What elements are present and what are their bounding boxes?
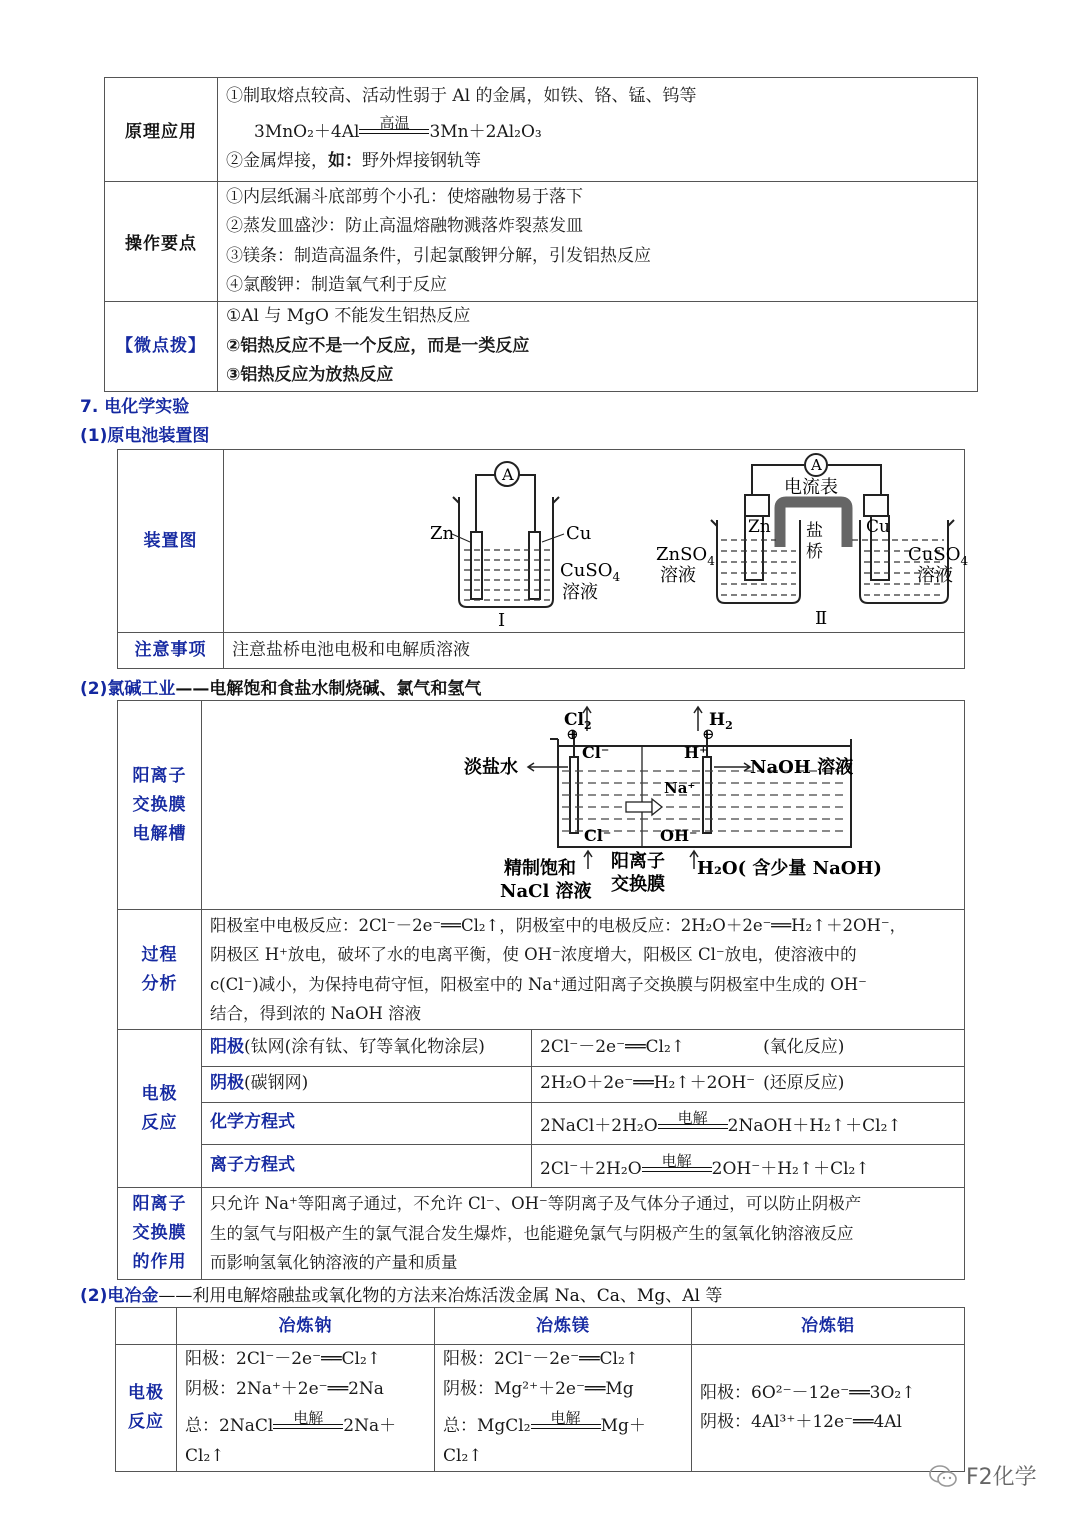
h2-label: $H_2$ (709, 710, 733, 732)
figure-number-2: Ⅱ (815, 608, 828, 629)
feed-label-1: 精制饱和 (504, 858, 576, 879)
mg-total: 总：MgCl₂ 电解 Mg＋Cl₂↑ (443, 1408, 646, 1466)
row-label-device: 装置图 (118, 450, 224, 633)
watermark-text: F2化学 (966, 1465, 1037, 1490)
watermark (928, 1460, 1037, 1491)
ion-equation: 2Cl⁻＋2H₂O 电解 2OH⁻＋H₂↑＋Cl₂↑ (532, 1144, 965, 1187)
h-ion-top: H⁺ (684, 743, 708, 762)
cu-label-2: Cu (866, 517, 890, 537)
cathode-equation: 2H₂O＋2e⁻══H₂↑＋2OH⁻ (还原反应) (532, 1066, 965, 1102)
tip-cell (218, 302, 978, 392)
ion-eq-label: 离子方程式 (202, 1144, 532, 1187)
electrolyzer-diagram (202, 701, 964, 909)
principle-line-1: ①制取熔点较高、活动性弱于 Al 的金属，如铁、铬、锰、钨等 (226, 86, 697, 107)
header-aluminum: 冶炼铝 (692, 1308, 965, 1345)
notice-text: 注意盐桥电池电极和电解质溶液 (224, 633, 965, 669)
section-heading-galvanic: (1)原电池装置图 (80, 426, 210, 446)
row-label-operation: 操作要点 (105, 182, 218, 302)
feed-label-2: NaCl 溶液 (500, 881, 592, 902)
row-label-process: 过程 分析 (118, 910, 202, 1030)
process-line: 阴极区 H⁺放电，破坏了水的电离平衡，使 OH⁻浓度增大，阳极区 Cl⁻放电，使溶液中的 (210, 945, 857, 964)
znso4-label: ZnSO$_4$ (656, 544, 715, 568)
electrolyzer-figure-cell (202, 701, 965, 910)
cu-label-1: Cu (566, 523, 592, 544)
aluminothermic-table (104, 77, 978, 392)
process-line: 阳极室中电极反应：2Cl⁻－2e⁻══Cl₂↑，阴极室中的电极反应：2H₂O＋2e⁻══H₂↑＋2OH⁻， (210, 915, 907, 935)
section-heading-7: 7. 电化学实验 (80, 397, 190, 417)
membrane-line: 生的氢气与阳极产生的氯气混合发生爆炸，也能避免氯气与阴极产生的氢氧化钠溶液反应 (210, 1223, 854, 1243)
zn-label-1: Zn (430, 523, 455, 544)
membrane-role-text (202, 1188, 965, 1280)
cl-ion-bottom: Cl⁻ (584, 826, 612, 845)
chem-eq-label: 化学方程式 (202, 1102, 532, 1144)
header-magnesium: 冶炼镁 (435, 1308, 692, 1345)
zn-label-2: Zn (748, 517, 771, 537)
membrane-line: 而影响氢氧化钠溶液的产量和质量 (210, 1253, 458, 1273)
figure-number-1: Ⅰ (498, 610, 506, 631)
magnesium-reactions (435, 1345, 692, 1472)
operation-line: ②蒸发皿盛沙：防止高温熔融物溅落炸裂蒸发皿 (226, 216, 583, 236)
cathode-cell: 阴极(碳钢网) (202, 1066, 532, 1102)
row-label-membrane-role: 阳离子 交换膜 的作用 (118, 1188, 202, 1280)
galvanic-cell-diagram (224, 450, 969, 632)
aluminum-reactions (692, 1345, 965, 1472)
mg-anode: 阳极：2Cl⁻－2e⁻══Cl₂↑ (443, 1349, 640, 1369)
anode-cell: 阳极(钛网(涂有钛、钌等氧化物涂层) (202, 1030, 532, 1066)
galvanic-table (117, 449, 969, 669)
corner-cell (116, 1308, 177, 1345)
anode-plus: ⊕ (566, 725, 579, 743)
row-label-electrode-2: 电极 反应 (116, 1345, 177, 1472)
wechat-icon (928, 1463, 958, 1489)
row-label-notice: 注意事项 (118, 633, 224, 669)
al-cathode: 阴极：4Al³⁺＋12e⁻══4Al (700, 1412, 902, 1432)
naoh-solution-label: NaOH 溶液 (750, 757, 854, 778)
membrane-label-2: 交换膜 (611, 874, 665, 895)
principle-cell (218, 78, 978, 182)
dilute-brine-label: 淡盐水 (464, 757, 518, 778)
operation-line: ①内层纸漏斗底部剪个小孔：使熔融物易于落下 (226, 186, 583, 207)
principle-equation: 3MnO₂＋4Al 高温 3Mn＋2Al₂O₃ (254, 114, 542, 142)
principle-line-3: ②金属焊接，如：野外焊接钢轨等 (226, 151, 481, 172)
membrane-label-1: 阳离子 (611, 851, 665, 872)
chlor-alkali-table (117, 700, 965, 1280)
znso4-solution-label: 溶液 (660, 565, 696, 586)
tip-line: ①Al 与 MgO 不能发生铝热反应 (226, 306, 471, 326)
row-label-tip: 【微点拨】 (105, 302, 218, 392)
cuso4-label-2: CuSO$_4$ (908, 544, 969, 568)
operation-line: ④氯酸钾：制造氧气利于反应 (226, 275, 447, 295)
cl-ion-top: Cl⁻ (582, 743, 610, 762)
operation-cell (218, 182, 978, 302)
cathode-minus: ⊖ (702, 725, 715, 743)
al-anode: 阳极：6O²⁻－12e⁻══3O₂↑ (700, 1382, 916, 1403)
ammeter-label-2: A (811, 456, 822, 474)
process-line: c(Cl⁻)减小，为保持电荷守恒，阳极室中的 Na⁺通过阳离子交换膜与阴极室中生成的 OH⁻ (210, 974, 867, 994)
sodium-reactions (177, 1345, 435, 1472)
process-line: 结合，得到浓的 NaOH 溶液 (210, 1004, 422, 1023)
tip-line: ③铝热反应为放热反应 (226, 365, 394, 385)
chem-equation: 2NaCl＋2H₂O 电解 2NaOH＋H₂↑＋Cl₂↑ (532, 1102, 965, 1144)
electrometallurgy-table (115, 1307, 965, 1472)
na-anode: 阳极：2Cl⁻－2e⁻══Cl₂↑ (185, 1349, 382, 1369)
section-heading-electrometallurgy: (2)电冶金——利用电解熔融盐或氧化物的方法来冶炼活泼金属 Na、Ca、Mg、Al 等 (80, 1286, 723, 1306)
membrane-line: 只允许 Na⁺等阳离子通过，不允许 Cl⁻、OH⁻等阴离子及气体分子通过，可以防止阴极产 (210, 1194, 862, 1214)
na-ion-label: Na⁺ (664, 779, 696, 797)
cuso4-solution-label-2: 溶液 (917, 565, 953, 586)
cuso4-label-1: CuSO$_4$ (560, 560, 621, 584)
header-sodium: 冶炼钠 (177, 1308, 435, 1345)
row-label-principle: 原理应用 (105, 78, 218, 182)
water-feed-label: H₂O( 含少量 NaOH) (697, 858, 882, 879)
mg-cathode: 阴极：Mg²⁺＋2e⁻══Mg (443, 1378, 634, 1399)
salt-bridge-label-1: 盐 (806, 521, 823, 541)
salt-bridge-label-2: 桥 (806, 542, 823, 562)
cl2-label: $Cl_2$ (564, 710, 592, 732)
na-cathode: 阴极：2Na⁺＋2e⁻══2Na (185, 1378, 384, 1399)
operation-line: ③镁条：制造高温条件，引起氯酸钾分解，引发铝热反应 (226, 245, 651, 266)
electrode-reactions (202, 1030, 965, 1188)
ammeter-label-1: A (502, 465, 514, 484)
current-meter-label: 电流表 (784, 477, 838, 498)
row-label-cell: 阳离子 交换膜 电解槽 (118, 701, 202, 910)
solution-label-1: 溶液 (562, 582, 598, 603)
oh-ion-bottom: OH⁻ (660, 826, 698, 845)
anode-equation: 2Cl⁻－2e⁻══Cl₂↑ (氧化反应) (532, 1030, 965, 1066)
section-heading-chlor-alkali: (2)氯碱工业——电解饱和食盐水制烧碱、氯气和氢气 (80, 679, 482, 699)
na-total: 总：2NaCl 电解 2Na＋Cl₂↑ (185, 1408, 397, 1466)
solution-dashes-1 (464, 550, 550, 600)
process-analysis (202, 910, 965, 1030)
electrode-subtable (202, 1030, 964, 1187)
device-figures-cell (224, 450, 969, 633)
row-label-electrode: 电极 反应 (118, 1030, 202, 1188)
tip-line: ②铝热反应不是一个反应，而是一类反应 (226, 335, 530, 356)
